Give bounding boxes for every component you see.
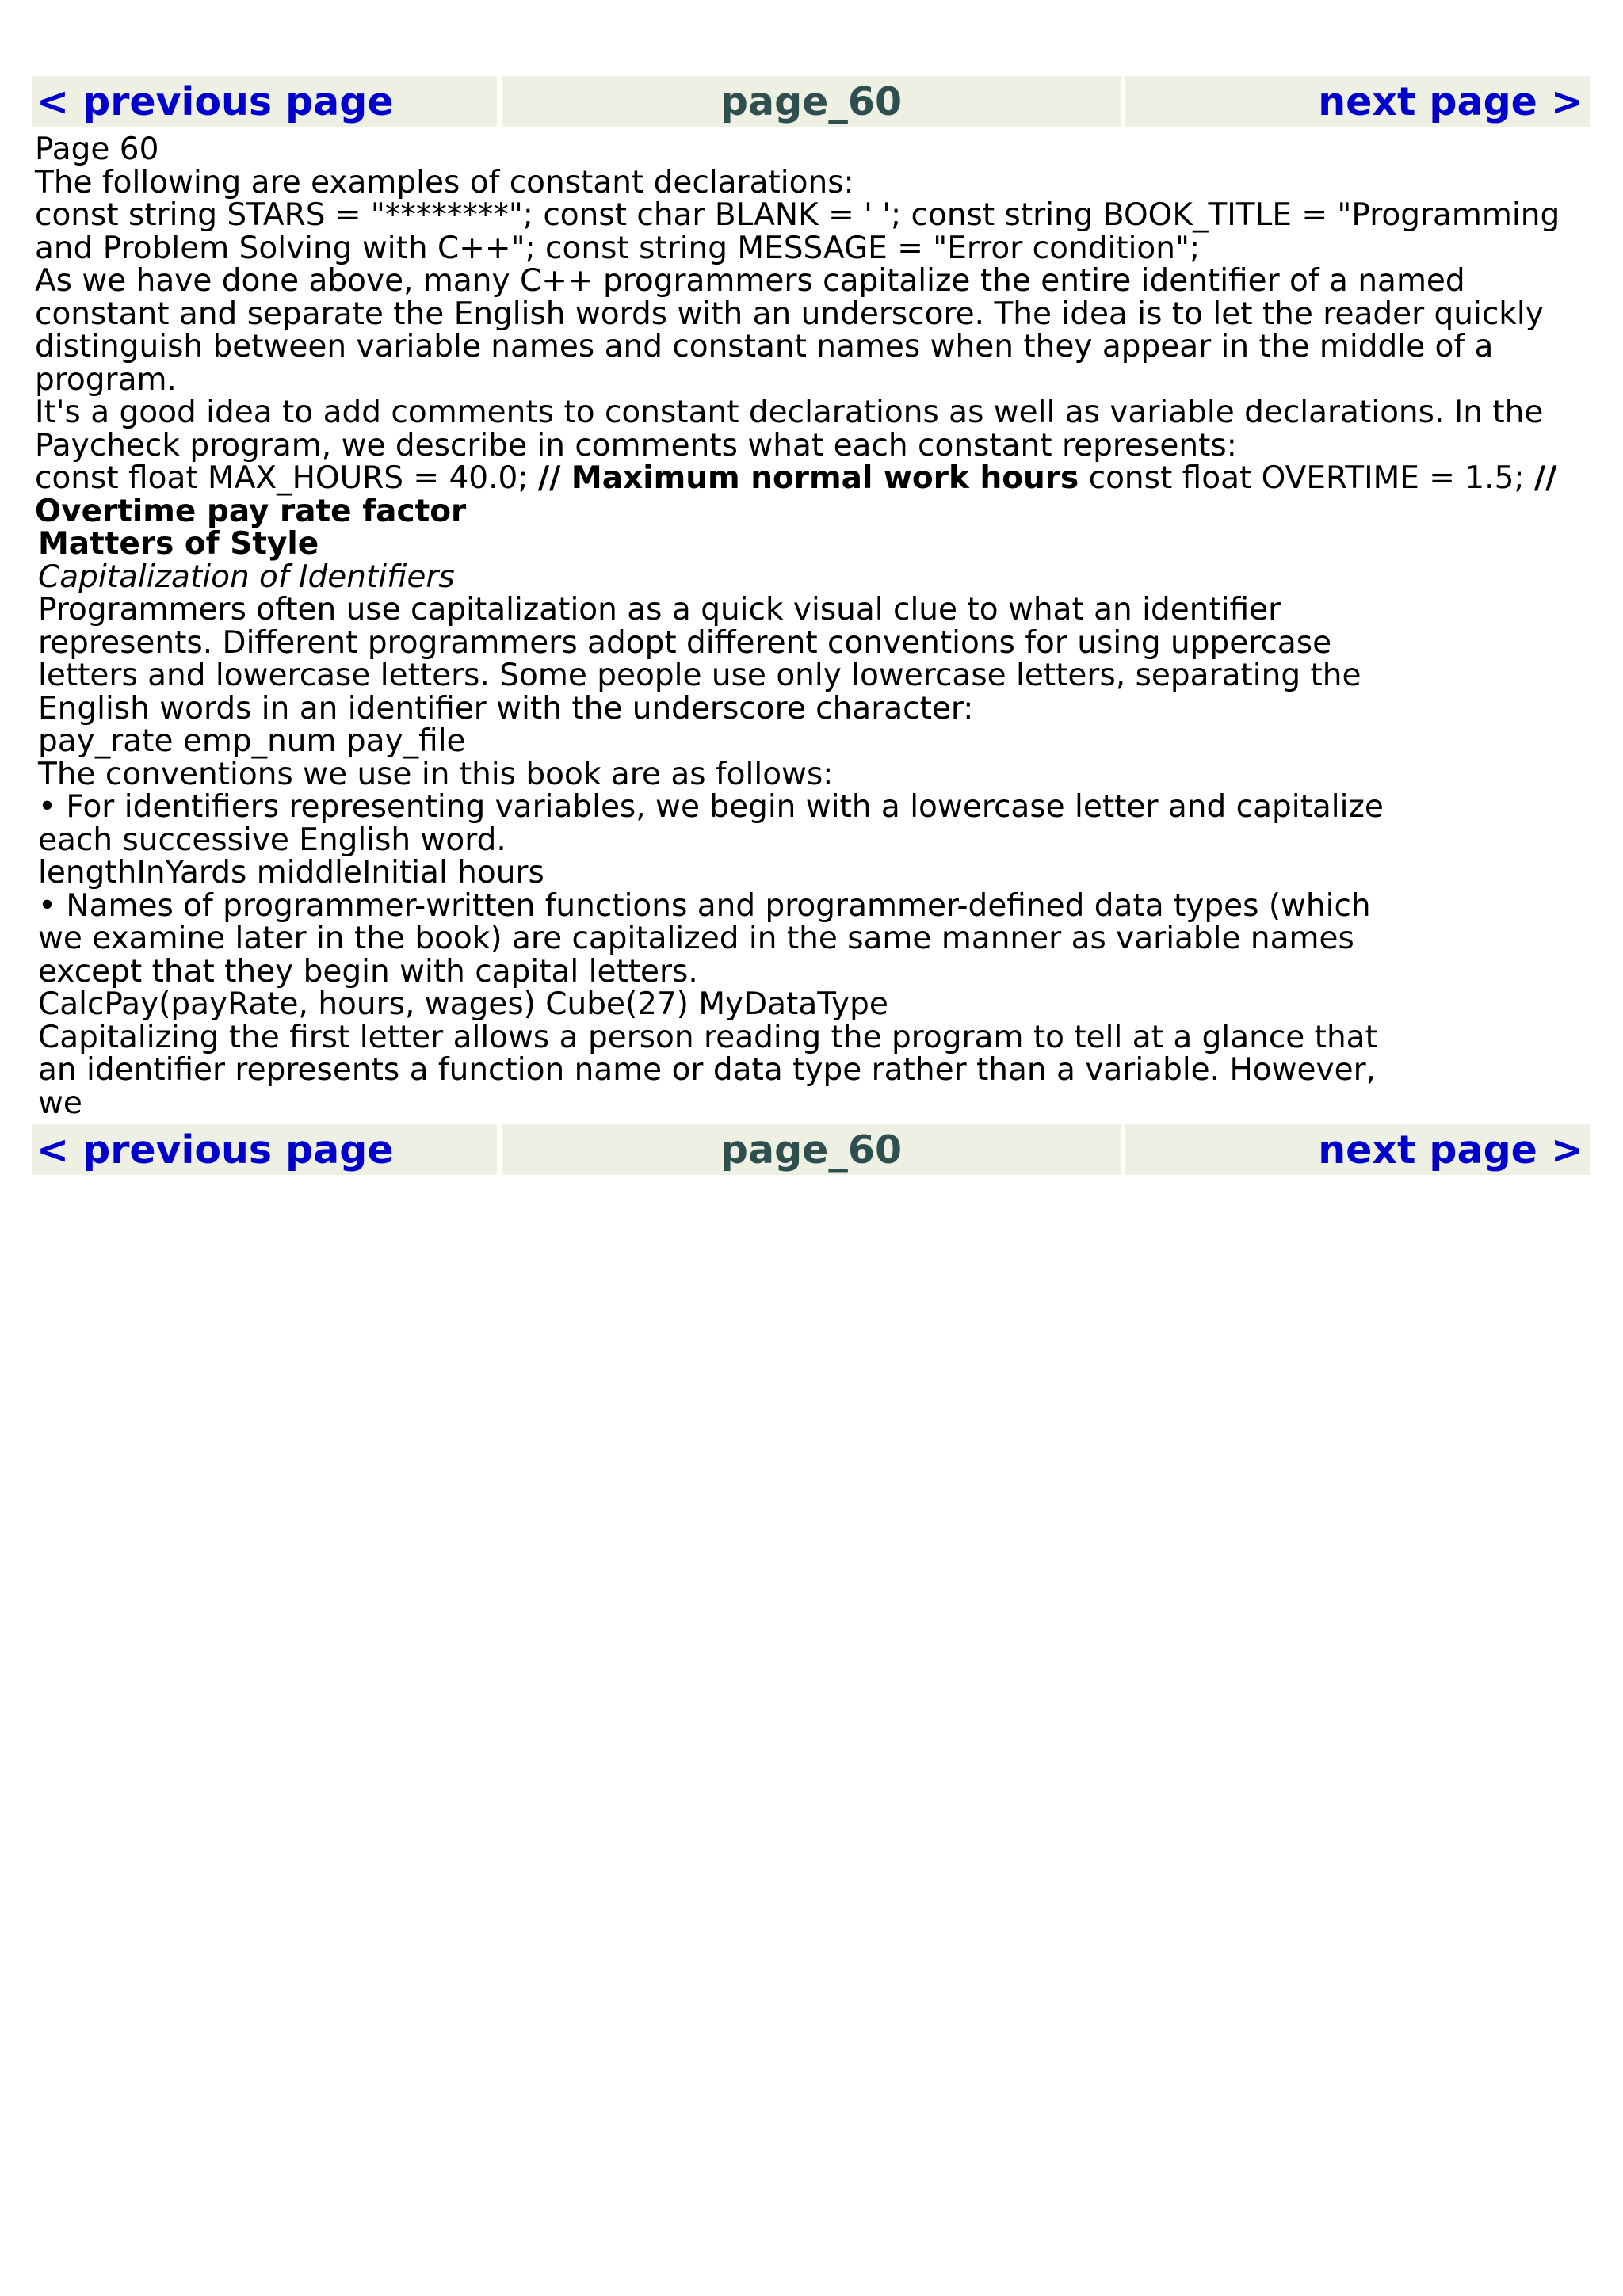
previous-page-link[interactable]: < previous page [36, 78, 394, 124]
bottom-navbar [32, 1124, 1594, 1175]
style-paragraph-1: Programmers often use capitalization as a quick visual clue to what an identifier represents. Different programmers adopt different conventions for using uppercase letters and lowercase letters. Some people use only lowercase letters, separating the English words in an identifier with the underscore character: [38, 592, 1361, 727]
top-nav-previous-cell [32, 76, 497, 127]
capitalization-paragraph: As we have done above, many C++ programmers capitalize the entire identifier of a named constant and separate the English words with an underscore. The idea is to let the reader quickly distinguish between variable names and constant names when they appear in the middle of a program. [35, 263, 1544, 398]
style-example-1: pay_rate emp_num pay_file [38, 723, 466, 759]
bottom-nav-previous-cell [32, 1124, 497, 1175]
overtime-comment: // Overtime pay rate factor [35, 460, 1557, 529]
matters-of-style-heading: Matters of Style [38, 526, 319, 562]
matters-of-style-box [35, 528, 1417, 1119]
top-navbar [32, 76, 1594, 127]
intro-text: The following are examples of constant declarations: [35, 164, 854, 200]
conventions-intro: The conventions we use in this book are as follows: [38, 756, 834, 792]
bottom-nav-next-cell [1125, 1124, 1590, 1175]
style-paragraph-2: Capitalizing the first letter allows a person reading the program to tell at a glance that an identifier represents a function name or data type rather than a variable. However, we [38, 1019, 1377, 1121]
top-nav-page-label: page_60 [502, 76, 1121, 127]
commented-declarations-example [35, 462, 1594, 528]
max-hours-declaration: const float MAX_HOURS = 40.0; [35, 460, 538, 496]
overtime-declaration: const float OVERTIME = 1.5; [1079, 460, 1534, 496]
book-page [32, 76, 1594, 1175]
previous-page-link[interactable]: < previous page [36, 1127, 394, 1173]
comments-paragraph: It's a good idea to add comments to constant declarations as well as variable declarations. In the Paycheck program, we describe in comments what each constant represents: [35, 395, 1544, 463]
style-example-2: lengthInYards middleInitial hours [38, 855, 544, 891]
matters-of-style-subheading: Capitalization of Identifiers [38, 559, 455, 595]
bottom-nav-page-label: page_60 [502, 1124, 1121, 1175]
next-page-link[interactable]: next page > [1318, 1127, 1583, 1173]
max-hours-comment: // Maximum normal work hours [537, 460, 1079, 496]
convention-bullet-1: • For identifiers representing variables, we begin with a lowercase letter and capitalize each successive English word. [38, 789, 1384, 858]
page-content [32, 127, 1594, 1124]
style-example-3: CalcPay(payRate, hours, wages) Cube(27) MyDataType [38, 986, 888, 1022]
next-page-link[interactable]: next page > [1318, 78, 1583, 124]
constant-declarations-example: const string STARS = "********"; const char BLANK = ' '; const string BOOK_TITLE = "Programming and Problem Solving with C++"; const string MESSAGE = "Error condition"; [35, 197, 1560, 266]
page-number: Page 60 [35, 132, 159, 167]
convention-bullet-2: • Names of programmer-written functions and programmer-defined data types (which we examine later in the book) are capitalized in the same manner as variable names except that they begin with capital letters. [38, 887, 1371, 990]
top-nav-next-cell [1125, 76, 1590, 127]
